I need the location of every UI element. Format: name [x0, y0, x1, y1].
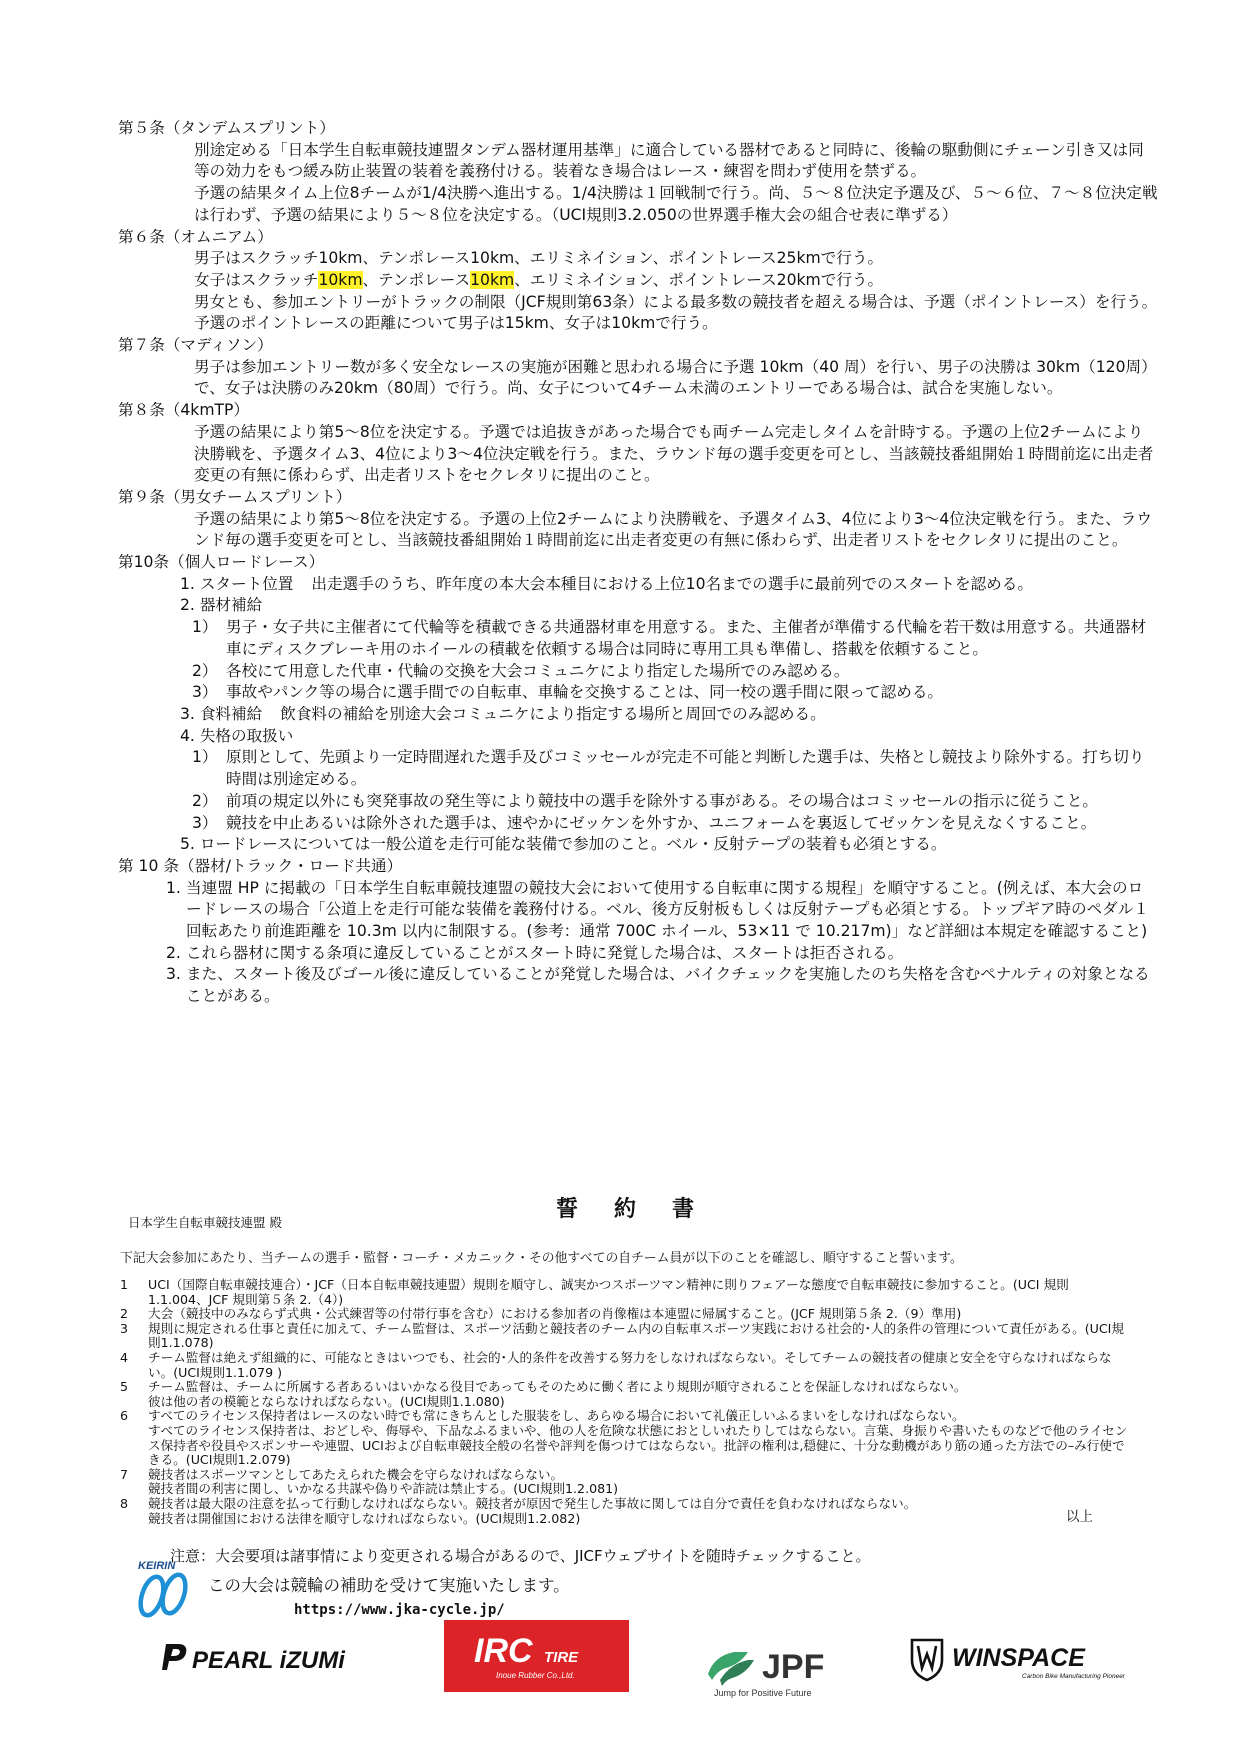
- jpf-logo: [704, 1634, 854, 1700]
- list-item: 1. 当連盟 HP に掲載の「日本学生自転車競技連盟の競技大会において使用する自転車に関する規程」を順守すること。(例えば、本大会のロードレースの場合「公道上を走行可能な装備を義務付ける。ベル、後方反射板もしくは反射テープも必須とする。トップギア時のペダル１回転あたり前進距離を 10.3m 以内に制限する。(参考：通常 700C ホイール、53×11 で 10.217m)」など詳細は本規定を確認すること): [166, 878, 1149, 941]
- article-5-body: [194, 140, 1158, 227]
- article-7-body: 男子は参加エントリー数が多く安全なレースの実施が困難と思われる場合に予選 10km（40 周）を行い、男子の決勝は 30km（120周）で、女子は決勝のみ20km（80周）で行う。尚、女子について4チーム未満のエントリーである場合は、試合を実施しない。: [194, 357, 1157, 398]
- keirin-logo: [130, 1558, 202, 1620]
- road-section-equipment: 5. ロードレースについては一般公道を走行可能な装備で参加のこと。ベル・反射テープの装着も必須とする。: [180, 835, 947, 854]
- list-item: 1） 男子・女子共に主催者にて代輪等を積載できる共通器材車を用意する。また、主催者が準備する代輪を若干数は用意する。共通器材車にディスクブレーキ用のホイールの積載を依頼する場合は同時に専用工具も準備し、搭載を依頼すること。: [192, 618, 1147, 658]
- winspace-tagline: Carbon Bike Manufacturing Pioneer: [1022, 1673, 1125, 1680]
- article-10b-heading: 第 10 条（器材/トラック・ロード共通）: [118, 856, 403, 875]
- oath-intro: 下記大会参加にあたり、当チームの選手・監督・コーチ・メカニック・その他すべての自チーム員が以下のことを確認し、順守すること誓います。: [120, 1251, 963, 1266]
- jpf-tagline: Jump for Positive Future: [714, 1688, 812, 1698]
- article-9-body: 予選の結果により第5～8位を決定する。予選の上位2チームにより決勝戦を、予選タイム3、4位により3～4位決定戦を行う。また、ラウンド毎の選手変更を可とし、当該競技番組開始１時間前迄に出走者変更の有無に係わらず、出走者リストをセクレタリに提出のこと。: [194, 509, 1152, 550]
- list-item: 2） 前項の規定以外にも突発事故の発生等により競技中の選手を除外する事がある。その場合はコミッセールの指示に従うこと。: [192, 791, 1099, 810]
- list-item: 1） 原則として、先頭より一定時間遅れた選手及びコミッセールが完走不可能と判断した選手は、失格とし競技より除外する。打ち切り時間は別途定める。: [192, 748, 1145, 789]
- article-6-men: 男子はスクラッチ10km、テンポレース10km、エリミネイション、ポイントレース25kmで行う。: [194, 249, 884, 268]
- list-item: 3） 事故やパンク等の場合に選手間での自転車、車輪を交換することは、同一校の選手間に限って認める。: [192, 683, 944, 702]
- winspace-logo: [908, 1636, 1128, 1682]
- irc-wordmark: IRC: [474, 1632, 533, 1670]
- oath-item: 7 競技者はスポーツマンとしてあたえられた機会を守らなければならない。 競技者間の利害に関し、いかなる共謀や偽りや詐読は禁止する。(UCI規則1.2.081): [120, 1466, 619, 1497]
- oath-item: 5 チーム監督は、チームに所属する者あるいはいかなる役目であってもそのために働く者により規則が順守されることを保証しなければならない。 彼は他の者の模範とならなければならない。(UCI規則1.1.080): [120, 1379, 967, 1409]
- article-6-qualifier: 男女とも、参加エントリーがトラックの制限（JCF規則第63条）による最多数の競技者を超える場合は、予選（ポイントレース）を行う。予選のポイントレースの距離について男子は15km、女子は10kmで行う。: [194, 292, 1158, 333]
- highlight-10km: 10km: [318, 270, 363, 289]
- article-5-heading: 第５条（タンデムスプリント）: [118, 119, 335, 137]
- oath-title: 誓約書: [556, 1197, 731, 1222]
- irc-tire-word: TIRE: [544, 1649, 579, 1666]
- oath-item: 4 チーム監督は絶えず組織的に、可能なときはいつでも、社会的･人的条件を改善する努力をしなければならない。そしてチームの競技者の健康と安全を守らなければならない。(UCI規則1.1.079 ): [120, 1349, 1112, 1380]
- keirin-logo-text: KEIRIN: [138, 1560, 176, 1572]
- article-6-body: [194, 248, 1158, 335]
- keirin-url: https://www.jka-cycle.jp/: [294, 1602, 505, 1618]
- article-8-heading: 第８条（4kmTP）: [118, 401, 250, 420]
- irc-subtitle: Inoue Rubber Co.,Ltd.: [496, 1671, 575, 1680]
- road-section-food-supply: 3. 食料補給 飲食料の補給を別途大会コミュニケにより指定する場所と周回でのみ認める。: [180, 704, 826, 723]
- article-6-women: 女子はスクラッチ10km、テンポレース10km、エリミネイション、ポイントレース20kmで行う。: [194, 270, 884, 289]
- article-5-line: 予選の結果タイム上位8チームが1/4決勝へ進出する。1/4決勝は１回戦制で行う。尚、５～８位決定予選及び、５～６位、７～８位決定戦は行わず、予選の結果により５～８位を決定する。（UCI規則3.2.050の世界選手権大会の組合せ表に準ずる）: [194, 184, 1158, 224]
- oath-list: [120, 1278, 1130, 1526]
- list-item: 2） 各校にて用意した代車・代輪の交換を大会コミュニケにより指定した場所でのみ認める。: [192, 661, 850, 680]
- list-item: 3. また、スタート後及びゴール後に違反していることが発覚した場合は、バイクチェックを実施したのち失格を含むペナルティの対象となることがある。: [166, 965, 1150, 1006]
- keirin-support-text: この大会は競輪の補助を受けて実施いたします。: [208, 1576, 570, 1595]
- oath-item: 1 UCI（国際自転車競技連合）・JCF（日本自転車競技連盟）規則を順守し、誠実かつスポーツマン精神に則りフェアーな態度で自転車競技に参加すること。(UCI 規則 1.1.004、JCF 規則第５条 2.（4）): [120, 1277, 1069, 1307]
- road-section-disqualification: 4. 失格の取扱い: [180, 726, 294, 745]
- oath-item: 6 すべてのライセンス保持者はレースのない時でも常にきちんとした服装をし、あらゆる場合において礼儀正しいふるまいをしなければならない。 すべてのライセンス保持者は、おどしや、侮辱や、下品なふるまいや、他の人を危険な状態におとしいれたりしてはならない。言葉、身振りや書いたものなどで他のライセンス保持者や役員やスポンサーや連盟、UCIおよび自転車競技全般の名誉や評判を傷つけてはならない。批評の権利は,穏健に、十分な動機があり筋の通った方法での–み行使できる。(UCI規則1.2.079): [120, 1408, 1128, 1468]
- oath-addressee: 日本学生自転車競技連盟 殿: [128, 1215, 282, 1230]
- irc-tire-logo: [444, 1620, 629, 1692]
- jpf-wordmark: JPF: [762, 1648, 825, 1686]
- oath-item: 2 大会（競技中のみならず式典・公式練習等の付帯行事を含む）における参加者の肖像権は本連盟に帰属すること。(JCF 規則第５条 2.（9）準用): [120, 1306, 962, 1322]
- list-item: 2. これら器材に関する条項に違反していることがスタート時に発覚した場合は、スタートは拒否される。: [166, 943, 904, 962]
- article-10-heading: 第10条（個人ロードレース）: [118, 553, 325, 572]
- winspace-wordmark: WINSPACE: [952, 1644, 1085, 1672]
- regulations-articles: [118, 118, 1158, 1008]
- oath-end: 以上: [1066, 1509, 1093, 1525]
- list-item: 3） 競技を中止あるいは除外された選手は、速やかにゼッケンを外すか、ユニフォームを裏返してゼッケンを見えなくすること。: [192, 813, 1097, 832]
- road-section-start-position: 1. スタート位置 出走選手のうち、昨年度の本大会本種目における上位10名までの選手に最前列でのスタートを認める。: [180, 574, 1033, 593]
- article-5-line: 別途定める「日本学生自転車競技連盟タンデム器材運用基準」に適合している器材であると同時に、後輪の駆動側にチェーン引き又は同等の効力をもつ緩み防止装置の装着を義務付ける。装着なき場合はレース・練習を問わず使用を禁ずる。: [194, 140, 1144, 181]
- pearl-izumi-wordmark: PEARL iZUMi: [192, 1647, 345, 1674]
- oath-item: 8 競技者は最大限の注意を払って行動しなければならない。競技者が原因で発生した事故に関しては自分で責任を負わなければならない。 競技者は開催国における法律を順守しなければならない。(UCI規則1.2.082): [120, 1495, 917, 1526]
- article-7-heading: 第７条（マディソン）: [118, 336, 273, 355]
- article-9-heading: 第９条（男女チームスプリント）: [118, 487, 352, 506]
- article-6-heading: 第６条（オムニアム）: [118, 227, 273, 246]
- oath-item: 3 規則に規定される仕事と責任に加えて、チーム監督は、スポーツ活動と競技者のチーム内の自転車スポーツ実践における社会的･人的条件の管理について責任がある。(UCI規則1.1.078): [120, 1320, 1124, 1351]
- highlight-10km: 10km: [470, 270, 515, 289]
- road-section-equipment-supply: 2. 器材補給: [180, 596, 263, 615]
- article-8-body: 予選の結果により第5～8位を決定する。予選では追抜きがあった場合でも両チーム完走しタイムを計時する。予選の上位2チームにより決勝戦を、予選タイム3、4位により3～4位決定戦を行う。また、ラウンド毎の選手変更を可とし、当該競技番組開始１時間前迄に出走者変更の有無に係わらず、出走者リストをセクレタリに提出のこと。: [194, 422, 1154, 485]
- notice-text: 注意：大会要項は諸事情により変更される場合があるので、JICFウェブサイトを随時チェックすること。: [170, 1547, 871, 1565]
- pearl-izumi-logo: [156, 1638, 372, 1678]
